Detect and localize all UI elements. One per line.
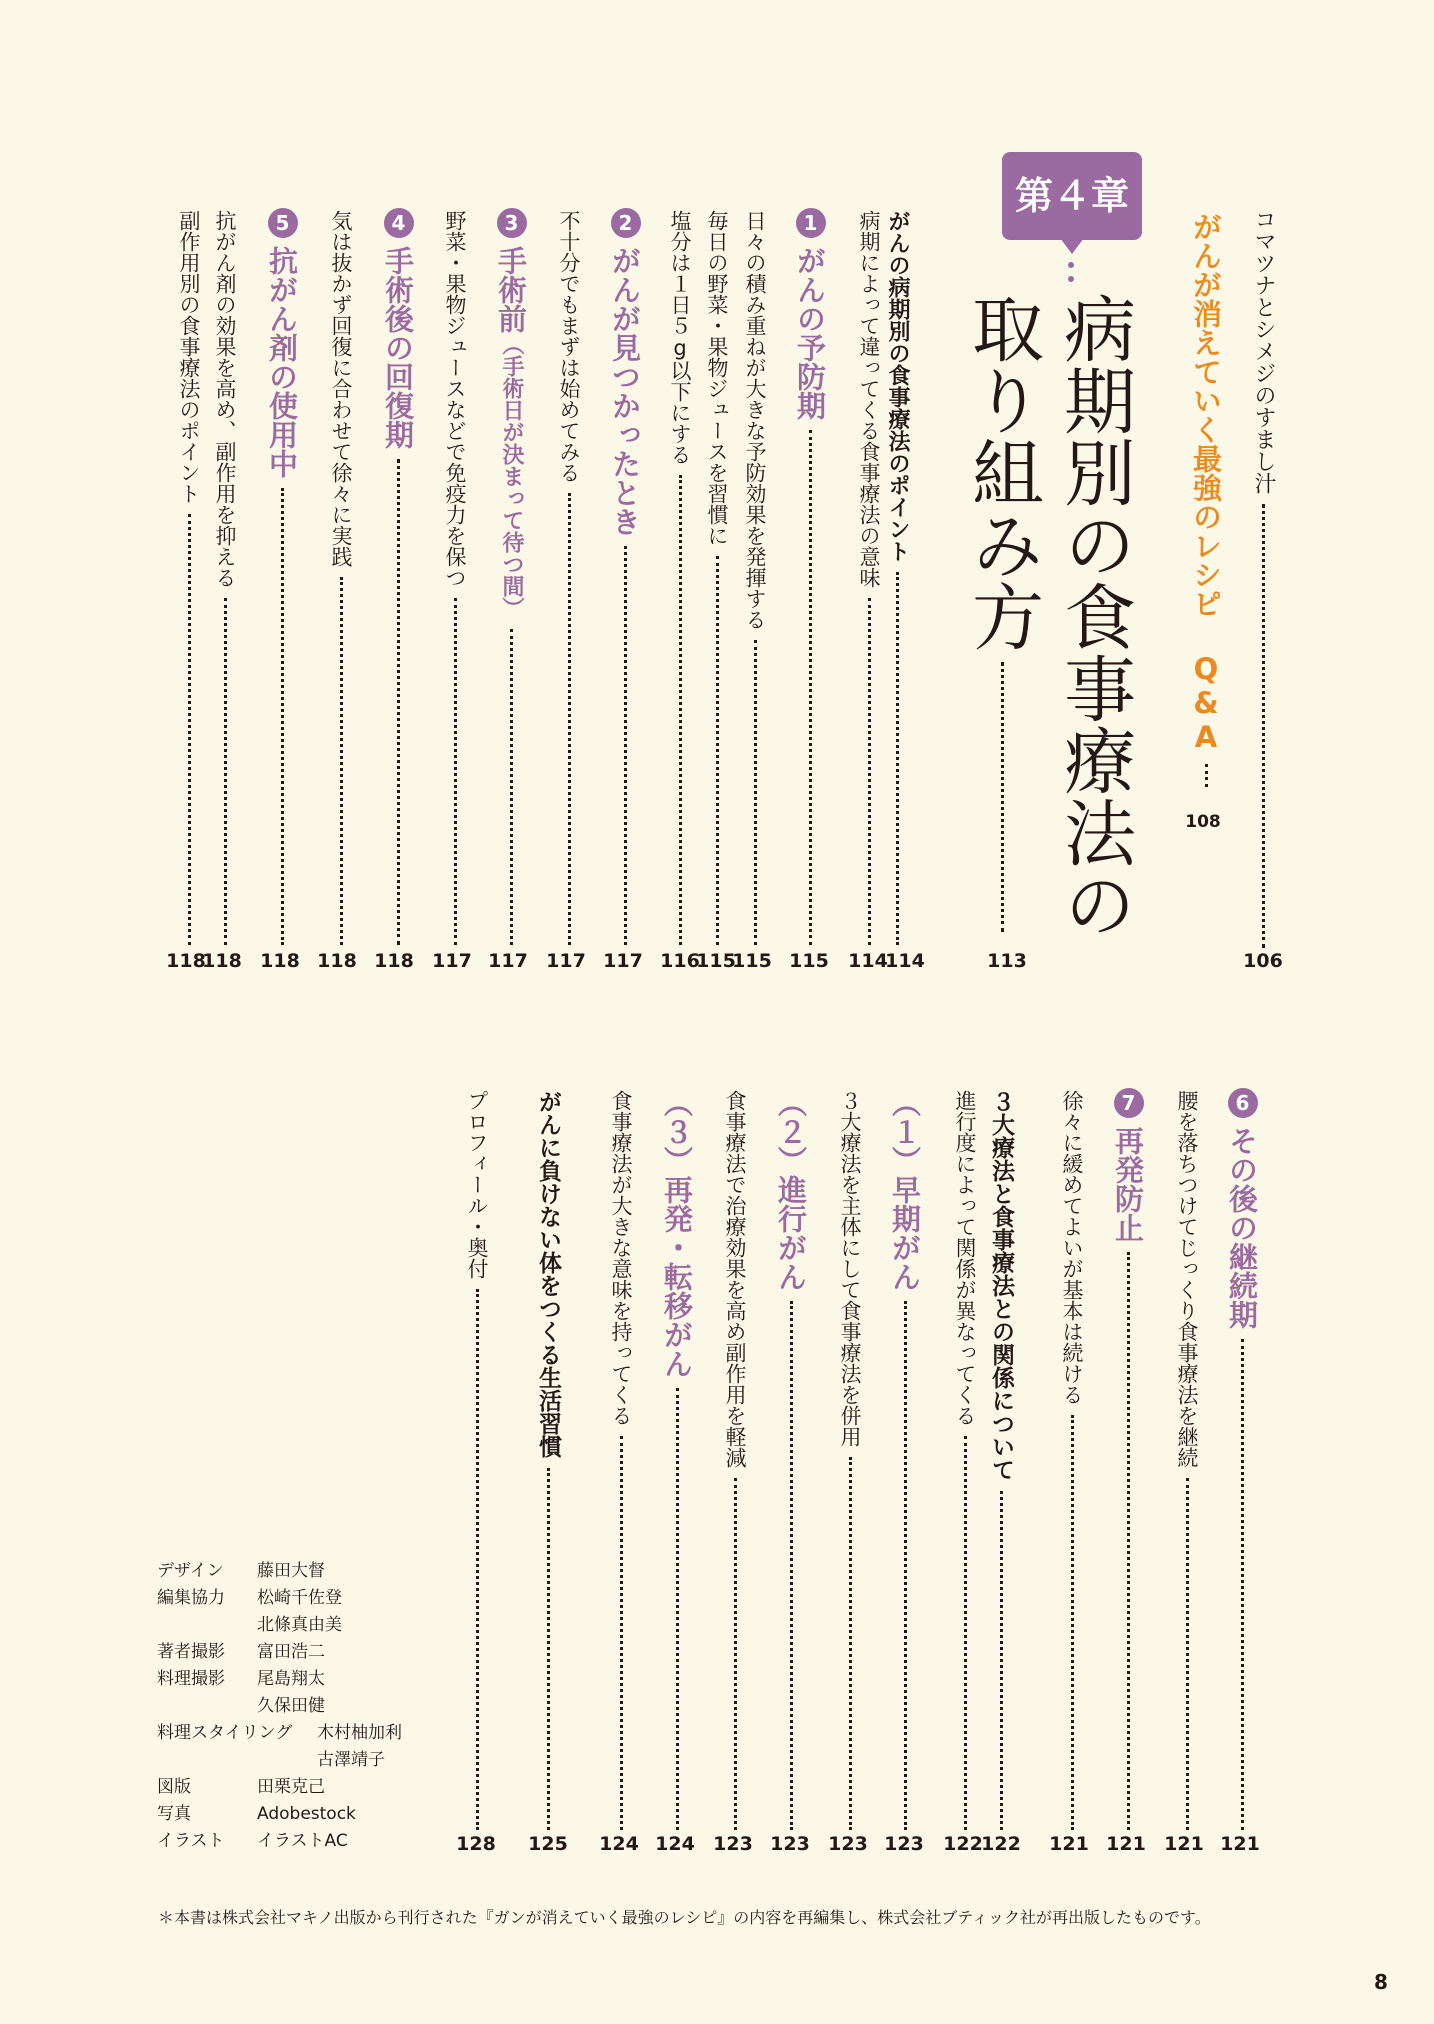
page-number-label: 113 <box>987 950 1027 972</box>
entry-text: 気は抜かず回復に合わせて徐々に実践 <box>329 210 353 567</box>
toc-entry-keizoku[interactable] <box>1222 1088 1263 1830</box>
number-badge: 2 <box>611 208 641 238</box>
entry-text: 食事療法が大きな意味を持ってくる <box>609 1090 633 1426</box>
page-number-label: 128 <box>456 1833 496 1855</box>
toc-entry-keigen[interactable] <box>720 1090 750 1830</box>
toc-entry-teni[interactable] <box>657 1088 698 1830</box>
entry-text: ３大療法と食事療法との関係について <box>988 1090 1014 1481</box>
credit-row <box>157 1666 402 1693</box>
credit-role: 編集協力 <box>157 1588 225 1608</box>
credit-row <box>157 1558 402 1585</box>
chapter-title[interactable] <box>1042 292 1146 940</box>
page-number-label: 121 <box>1106 1833 1146 1855</box>
entry-text: 徐々に緩めてよいが基本は続ける <box>1060 1090 1084 1405</box>
page-number-label: 124 <box>655 1833 695 1855</box>
credit-name: 尾島翔太 <box>257 1669 325 1689</box>
entry-text: 野菜・果物ジュースなどで免疫力を保つ <box>443 210 467 588</box>
entry-text: 塩分は１日５g以下にする <box>668 210 692 465</box>
page-number-label: 122 <box>943 1833 983 1855</box>
toc-entry-tsumikasane[interactable] <box>740 210 770 945</box>
leader-dots <box>476 1289 479 1830</box>
chapter-title-line2: 取り組み方 <box>960 292 1044 652</box>
entry-text: 不十分でもまずは始めてみる <box>557 210 581 483</box>
credit-row <box>157 1801 402 1828</box>
page-number-label: 115 <box>732 950 772 972</box>
entry-text: 副作用別の食事療法のポイント <box>177 210 201 504</box>
toc-entry-imi[interactable] <box>606 1090 636 1830</box>
leader-dots <box>624 546 627 945</box>
credit-row <box>157 1639 402 1666</box>
toc-entry-yobou[interactable] <box>790 208 831 945</box>
badge-dots <box>1068 262 1080 282</box>
number-badge: 3 <box>497 208 527 238</box>
page-number-label: 118 <box>317 950 357 972</box>
page-number-label: 108 <box>1185 812 1221 832</box>
entry-text: がんの予防期 <box>793 246 827 420</box>
toc-entry-shujutsumae[interactable] <box>491 208 532 945</box>
entry-text: 手術後の回復期 <box>381 246 415 449</box>
chapter-badge <box>1002 152 1142 240</box>
leader-dots <box>454 598 457 945</box>
leader-dots <box>849 1457 852 1830</box>
page-number-label: 117 <box>432 950 472 972</box>
entry-text: ３大療法を主体にして食事療法を併用 <box>838 1090 862 1447</box>
entry-text: 食事療法で治療効果を高め副作用を軽減 <box>723 1090 747 1468</box>
page-number-label: 115 <box>696 950 736 972</box>
number-badge: 7 <box>1114 1088 1144 1118</box>
entry-text: がんに負けない体をつくる生活習慣 <box>535 1090 561 1458</box>
entry-text: 再発防止 <box>1111 1126 1145 1242</box>
entry-text: 日々の積み重ねが大きな予防効果を発揮する <box>743 210 767 630</box>
credit-role: 料理スタイリング <box>157 1723 293 1743</box>
toc-entry-koshi[interactable] <box>1172 1090 1202 1830</box>
toc-entry-fujuubun[interactable] <box>554 210 584 945</box>
credit-row <box>157 1612 402 1639</box>
leader-dots <box>1262 504 1265 948</box>
page-number-label: 117 <box>488 950 528 972</box>
entry-text: 腰を落ちつけてじっくり食事療法を継続 <box>1175 1090 1199 1468</box>
leader-dots <box>1241 1339 1244 1830</box>
entry-text: 進行度によって関係が異なってくる <box>953 1090 977 1426</box>
toc-entry-profile[interactable] <box>462 1090 492 1830</box>
credit-name: 北條真由美 <box>257 1615 342 1635</box>
leader-dots <box>1127 1252 1130 1830</box>
page-number-label: 118 <box>260 950 300 972</box>
toc-entry-shinkou[interactable] <box>771 1088 812 1830</box>
credit-role: デザイン <box>157 1561 224 1581</box>
entry-text: （１）早期がん <box>888 1088 922 1291</box>
page-number-label: 118 <box>374 950 414 972</box>
number-badge: 4 <box>384 208 414 238</box>
leader-dots <box>790 1301 793 1830</box>
entry-text: 毎日の野菜・果物ジュースを習慣に <box>705 210 729 546</box>
credit-role <box>157 1747 317 1774</box>
credit-row <box>157 1693 402 1720</box>
leader-dots <box>964 1436 967 1830</box>
entry-text: その後の継続期 <box>1225 1126 1259 1329</box>
entry-text: 抗がん剤の使用中 <box>265 246 299 478</box>
page-number-label: 121 <box>1220 1833 1260 1855</box>
toc-entry-enbun[interactable] <box>665 210 695 945</box>
page-number-label: 123 <box>828 1833 868 1855</box>
page-number-label: 116 <box>660 950 700 972</box>
page-number-label: 121 <box>1049 1833 1089 1855</box>
leader-dots <box>547 1468 550 1830</box>
leader-dots <box>1205 764 1208 787</box>
toc-entry-kouganzai[interactable] <box>262 208 303 945</box>
leader-dots <box>754 640 757 945</box>
credit-name: 古澤靖子 <box>317 1750 385 1770</box>
page-number: 8 <box>1374 1970 1388 1994</box>
credit-role: 図版 <box>157 1777 191 1797</box>
toc-entry-men-eki[interactable] <box>440 210 470 945</box>
entry-text: がんの病期別の食事療法のポイント <box>885 210 910 562</box>
leader-dots <box>620 1436 623 1830</box>
entry-text: 手術前 <box>494 246 528 333</box>
leader-dots <box>1071 1415 1074 1830</box>
credit-name: 富田浩二 <box>257 1642 325 1662</box>
entry-text: （３）再発・転移がん <box>660 1088 694 1378</box>
page-number-label: 123 <box>713 1833 753 1855</box>
credit-role: 写真 <box>157 1804 191 1824</box>
leader-dots <box>904 1301 907 1830</box>
toc-entry-komatsuna[interactable] <box>1248 208 1279 948</box>
leader-dots <box>1001 662 1004 932</box>
page-number-label: 118 <box>202 950 242 972</box>
chapter-badge-label: 第４章 <box>1014 174 1129 218</box>
credits-block <box>157 1558 402 1855</box>
entry-text: コマツナとシメジのすまし汁 <box>1251 208 1276 494</box>
page-number-label: 118 <box>166 950 206 972</box>
entry-text: がんが消えていく最強のレシピ Q&A <box>1189 212 1223 754</box>
leader-dots <box>716 556 719 945</box>
credit-name: 松崎千佐登 <box>257 1588 342 1608</box>
entry-text: 病期によって違ってくる食事療法の意味 <box>857 210 881 588</box>
number-badge: 5 <box>268 208 298 238</box>
leader-dots <box>676 1388 679 1830</box>
toc-entry-juice[interactable] <box>702 210 732 945</box>
credit-row <box>157 1747 402 1774</box>
credit-role: 著者撮影 <box>157 1642 225 1662</box>
number-badge: 1 <box>796 208 826 238</box>
toc-entry-sandai[interactable] <box>985 1090 1018 1830</box>
page-number-label: 114 <box>848 950 888 972</box>
leader-dots <box>734 1478 737 1830</box>
credit-name: 久保田健 <box>257 1696 325 1716</box>
badge-pointer <box>1060 238 1084 254</box>
page-number-label: 122 <box>981 1833 1021 1855</box>
entry-text: 抗がん剤の効果を高め、副作用を抑える <box>213 210 237 588</box>
toc-entry-seikatsu[interactable] <box>532 1090 565 1830</box>
page-number-label: 106 <box>1243 950 1283 972</box>
toc-entry-mitsukatta[interactable] <box>605 208 646 945</box>
page-number-label: 123 <box>770 1833 810 1855</box>
leader-dots <box>510 629 513 945</box>
leader-dots <box>809 430 812 945</box>
credit-row <box>157 1720 402 1747</box>
toc-entry-meaning[interactable] <box>854 210 884 945</box>
credit-name: 藤田大督 <box>257 1561 325 1581</box>
credit-role <box>157 1612 257 1639</box>
leader-dots <box>224 598 227 945</box>
credit-row <box>157 1828 402 1855</box>
leader-dots <box>679 475 682 945</box>
credit-role: イラスト <box>157 1831 225 1851</box>
leader-dots <box>281 488 284 945</box>
credit-row <box>157 1774 402 1801</box>
footnote: ＊本書は株式会社マキノ出版から刊行された『ガンが消えていく最強のレシピ』の内容を再編集し、株式会社ブティック社が再出版したものです。 <box>158 1908 1211 1927</box>
page-number-label: 121 <box>1164 1833 1204 1855</box>
toc-entry-heiyou[interactable] <box>835 1090 865 1830</box>
leader-dots <box>568 493 571 945</box>
entry-text: （２）進行がん <box>774 1088 808 1291</box>
toc-entry-yurumete[interactable] <box>1057 1090 1087 1830</box>
leader-dots <box>1186 1478 1189 1830</box>
entry-subtext: （手術日が決まって待つ間） <box>499 333 524 619</box>
page-number-label: 125 <box>528 1833 568 1855</box>
credit-role <box>157 1693 257 1720</box>
leader-dots <box>1000 1491 1003 1830</box>
credit-name: イラストAC <box>257 1831 348 1851</box>
leader-dots <box>397 459 400 945</box>
credit-name: 木村柚加利 <box>317 1723 402 1743</box>
leader-dots <box>188 514 191 945</box>
leader-dots <box>340 577 343 945</box>
entry-text: プロフィール・奥付 <box>465 1090 489 1279</box>
credit-name: Adobestock <box>257 1804 356 1824</box>
toc-entry-fukusayoubetsu[interactable] <box>174 210 204 945</box>
page-number-label: 124 <box>599 1833 639 1855</box>
leader-dots <box>896 572 899 945</box>
toc-entry-kaifuku[interactable] <box>378 208 419 945</box>
toc-entry-souki[interactable] <box>885 1088 926 1830</box>
toc-entry-saihatsu[interactable] <box>1108 1088 1149 1830</box>
entry-text: がんが見つかったとき <box>608 246 642 536</box>
toc-entry-fukusayou[interactable] <box>210 210 240 945</box>
chapter-title-line1: 病期別の食事療法の <box>1052 292 1136 940</box>
page-number-label: 115 <box>789 950 829 972</box>
number-badge: 6 <box>1228 1088 1258 1118</box>
chapter-title-line2-col[interactable] <box>950 292 1054 932</box>
page-number-label: 114 <box>885 950 925 972</box>
credit-role: 料理撮影 <box>157 1669 225 1689</box>
page-number-label: 123 <box>884 1833 924 1855</box>
page-number-label: 117 <box>546 950 586 972</box>
leader-dots <box>868 598 871 945</box>
page-number-label: 117 <box>603 950 643 972</box>
credit-name: 田栗克己 <box>257 1777 325 1797</box>
toc-entry-jissen[interactable] <box>326 210 356 945</box>
toc-entry-point[interactable] <box>882 210 913 945</box>
credit-row <box>157 1585 402 1612</box>
toc-entry-qa[interactable] <box>1186 212 1227 787</box>
toc-entry-shinkoudo[interactable] <box>950 1090 980 1830</box>
